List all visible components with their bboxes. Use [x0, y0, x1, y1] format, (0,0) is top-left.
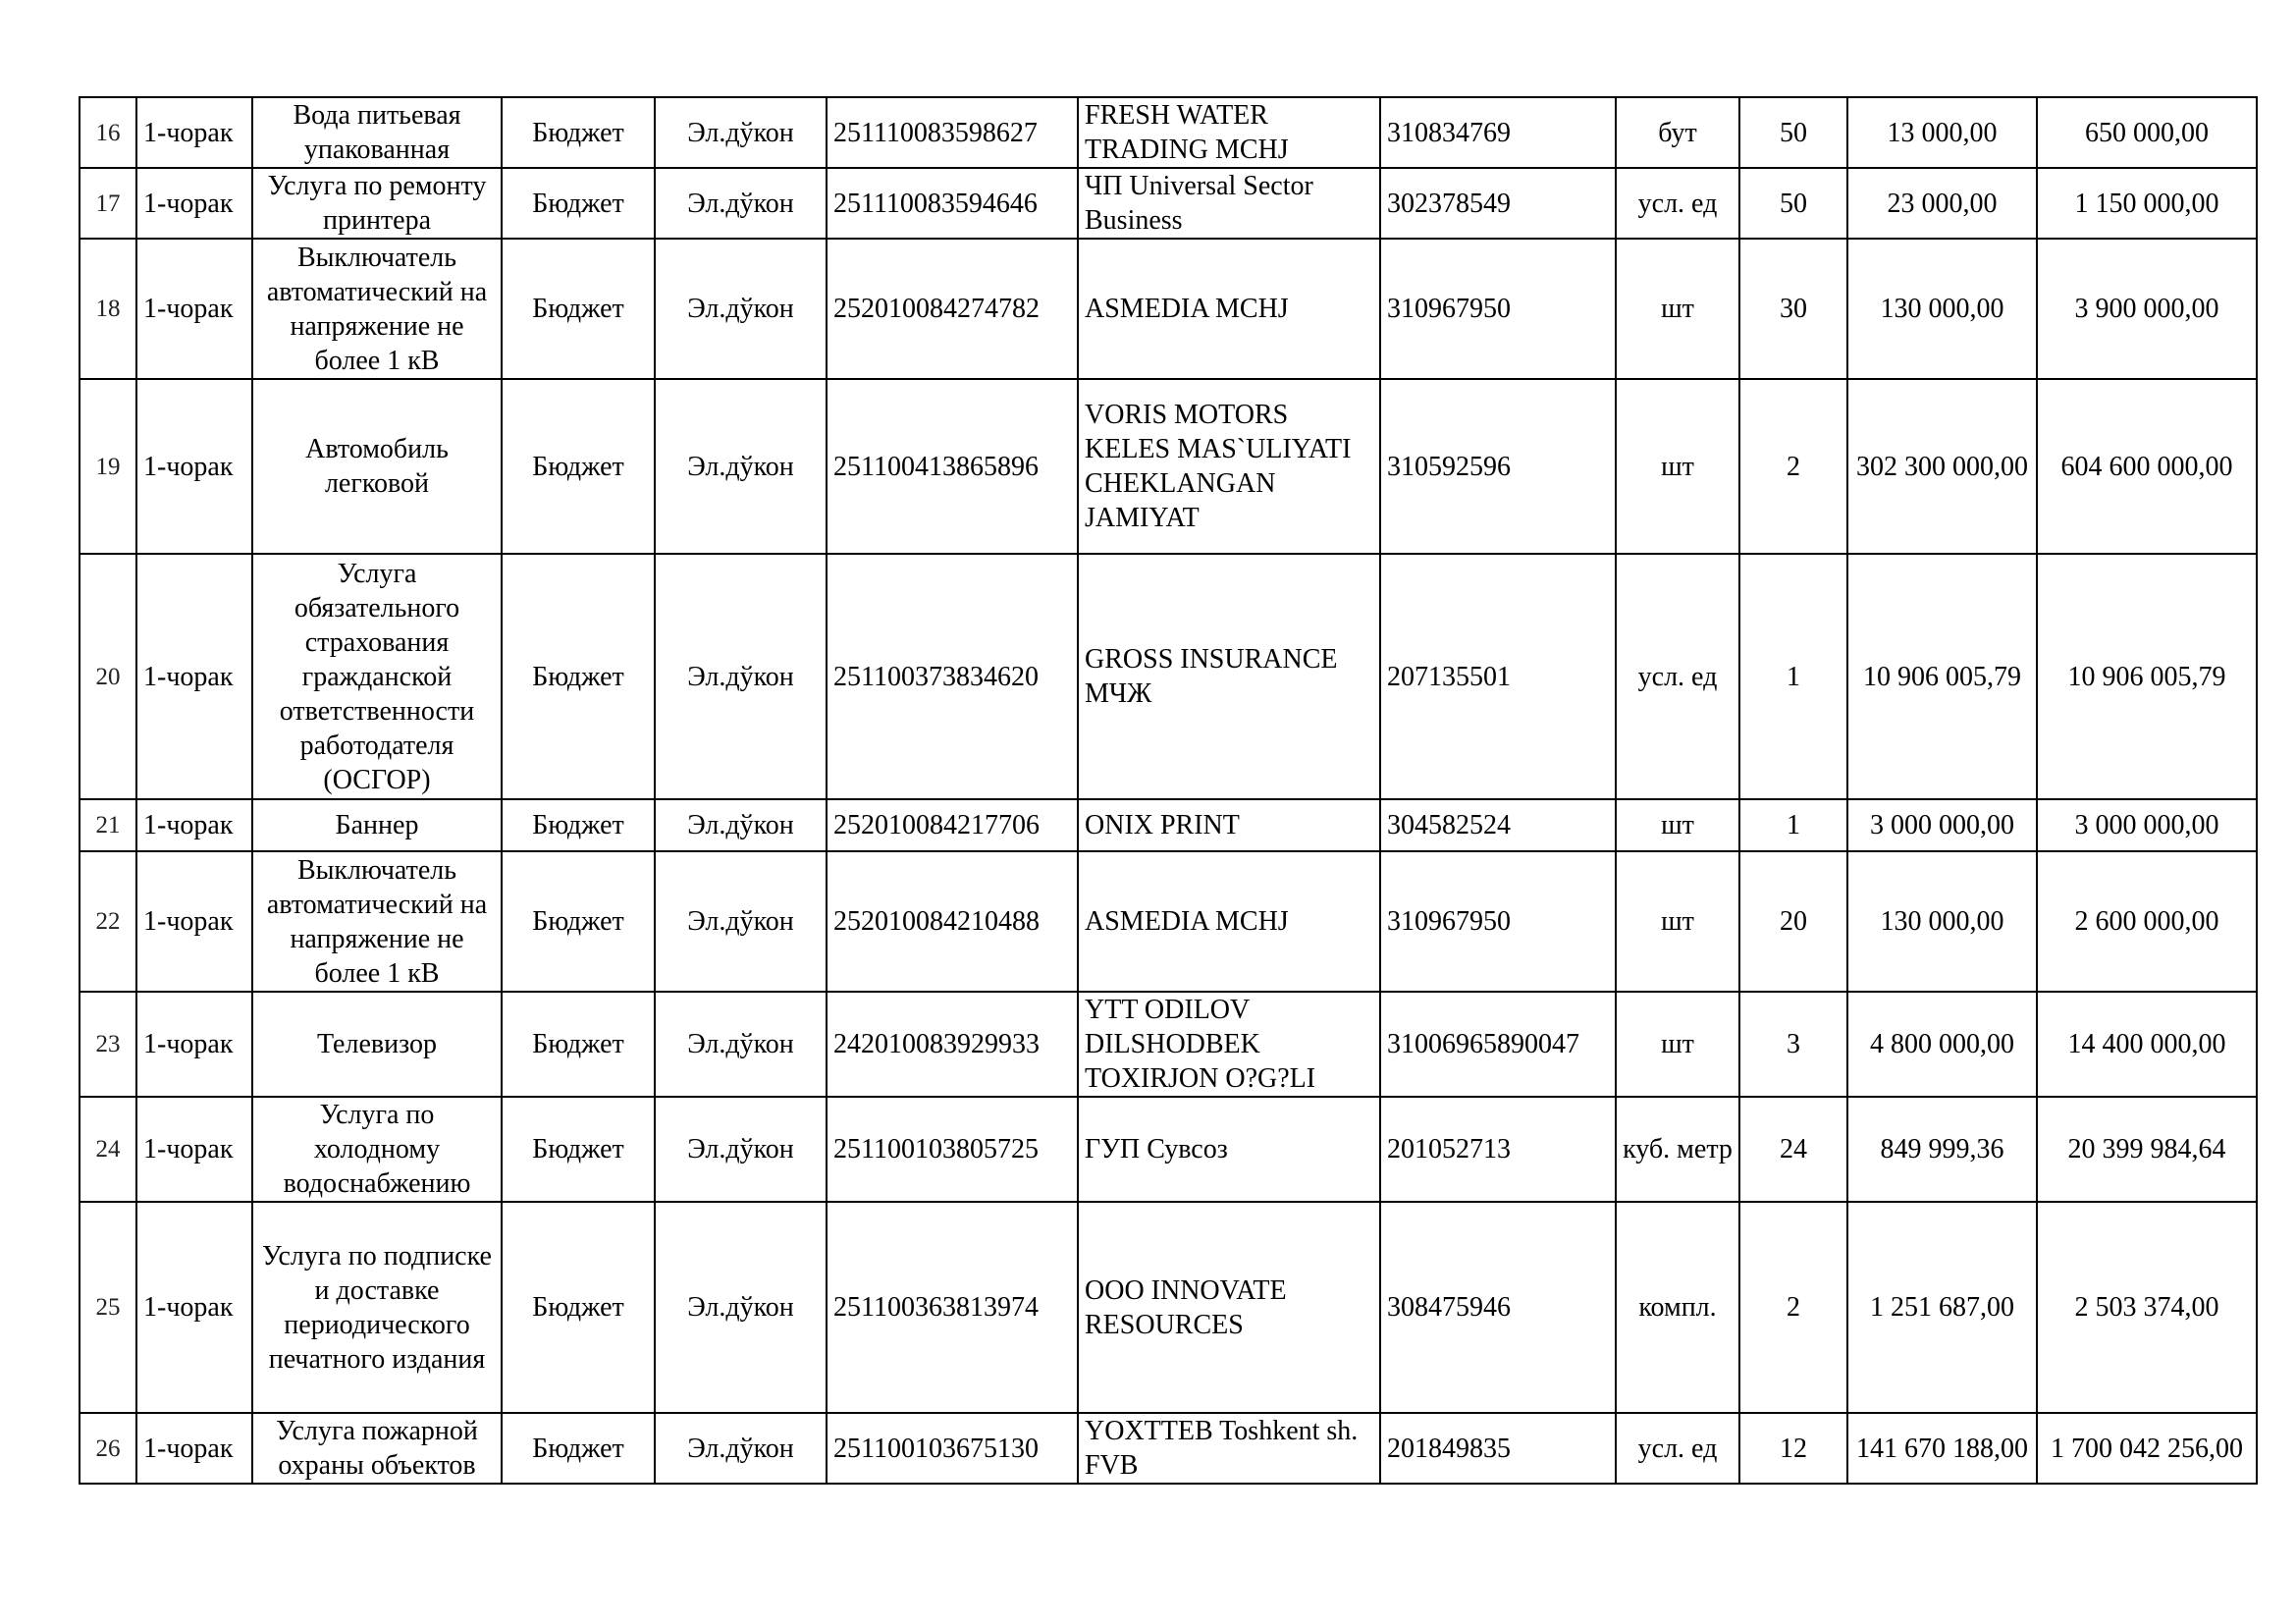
unit-price-cell: 130 000,00 — [1847, 851, 2037, 992]
table-row — [80, 992, 2257, 1097]
unit-price-cell: 1 251 687,00 — [1847, 1202, 2037, 1413]
contract-number-cell: 251100413865896 — [827, 379, 1078, 554]
supplier-cell: ЧП Universal Sector Business — [1078, 168, 1380, 239]
funding-source-cell: Бюджет — [502, 1202, 655, 1413]
quantity-cell: 20 — [1739, 851, 1847, 992]
unit-cell: усл. ед — [1616, 554, 1739, 799]
supplier-cell: VORIS MOTORS KELES MAS`ULIYATI CHEKLANGAN JAMIYAT — [1078, 379, 1380, 554]
quarter-cell: 1-чорак — [136, 992, 252, 1097]
procurement-method-cell: Эл.дўкон — [655, 1097, 827, 1202]
supplier-inn-cell: 302378549 — [1380, 168, 1616, 239]
funding-source-cell: Бюджет — [502, 379, 655, 554]
unit-price-cell: 302 300 000,00 — [1847, 379, 2037, 554]
contract-number-cell: 251110083594646 — [827, 168, 1078, 239]
supplier-cell: GROSS INSURANCE МЧЖ — [1078, 554, 1380, 799]
total-amount-cell: 3 000 000,00 — [2037, 799, 2257, 851]
item-name-cell: Услуга обязательного страхования гражданской ответственности работодателя (ОСГОР) — [252, 554, 502, 799]
total-amount-cell: 10 906 005,79 — [2037, 554, 2257, 799]
row-number: 18 — [80, 239, 136, 379]
contract-number-cell: 252010084274782 — [827, 239, 1078, 379]
funding-source-cell: Бюджет — [502, 239, 655, 379]
table-body — [80, 97, 2257, 1484]
total-amount-cell: 1 700 042 256,00 — [2037, 1413, 2257, 1484]
row-number: 25 — [80, 1202, 136, 1413]
row-number: 22 — [80, 851, 136, 992]
contract-number-cell: 251100373834620 — [827, 554, 1078, 799]
item-name-cell: Выключатель автоматический на напряжение не более 1 кВ — [252, 851, 502, 992]
supplier-inn-cell: 304582524 — [1380, 799, 1616, 851]
quantity-cell: 50 — [1739, 168, 1847, 239]
item-name-cell: Телевизор — [252, 992, 502, 1097]
supplier-cell: ГУП Сувсоз — [1078, 1097, 1380, 1202]
supplier-inn-cell: 310592596 — [1380, 379, 1616, 554]
table-row — [80, 1202, 2257, 1413]
total-amount-cell: 1 150 000,00 — [2037, 168, 2257, 239]
supplier-cell: ONIX PRINT — [1078, 799, 1380, 851]
table-row — [80, 97, 2257, 168]
quantity-cell: 1 — [1739, 799, 1847, 851]
contract-number-cell: 251100363813974 — [827, 1202, 1078, 1413]
quantity-cell: 24 — [1739, 1097, 1847, 1202]
row-number: 23 — [80, 992, 136, 1097]
procurement-method-cell: Эл.дўкон — [655, 1413, 827, 1484]
funding-source-cell: Бюджет — [502, 554, 655, 799]
total-amount-cell: 3 900 000,00 — [2037, 239, 2257, 379]
row-number: 16 — [80, 97, 136, 168]
funding-source-cell: Бюджет — [502, 992, 655, 1097]
unit-cell: куб. метр — [1616, 1097, 1739, 1202]
quarter-cell: 1-чорак — [136, 1202, 252, 1413]
procurement-method-cell: Эл.дўкон — [655, 168, 827, 239]
unit-price-cell: 141 670 188,00 — [1847, 1413, 2037, 1484]
supplier-inn-cell: 207135501 — [1380, 554, 1616, 799]
funding-source-cell: Бюджет — [502, 799, 655, 851]
quantity-cell: 12 — [1739, 1413, 1847, 1484]
quantity-cell: 30 — [1739, 239, 1847, 379]
quantity-cell: 1 — [1739, 554, 1847, 799]
funding-source-cell: Бюджет — [502, 168, 655, 239]
quarter-cell: 1-чорак — [136, 239, 252, 379]
total-amount-cell: 2 600 000,00 — [2037, 851, 2257, 992]
item-name-cell: Вода питьевая упакованная — [252, 97, 502, 168]
unit-cell: шт — [1616, 992, 1739, 1097]
total-amount-cell: 2 503 374,00 — [2037, 1202, 2257, 1413]
funding-source-cell: Бюджет — [502, 851, 655, 992]
table-row — [80, 1413, 2257, 1484]
total-amount-cell: 14 400 000,00 — [2037, 992, 2257, 1097]
unit-price-cell: 10 906 005,79 — [1847, 554, 2037, 799]
procurement-method-cell: Эл.дўкон — [655, 799, 827, 851]
supplier-cell: OOO INNOVATE RESOURCES — [1078, 1202, 1380, 1413]
quarter-cell: 1-чорак — [136, 1413, 252, 1484]
quarter-cell: 1-чорак — [136, 799, 252, 851]
item-name-cell: Автомобиль легковой — [252, 379, 502, 554]
row-number: 17 — [80, 168, 136, 239]
item-name-cell: Услуга по холодному водоснабжению — [252, 1097, 502, 1202]
row-number: 20 — [80, 554, 136, 799]
row-number: 24 — [80, 1097, 136, 1202]
quarter-cell: 1-чорак — [136, 851, 252, 992]
procurement-table — [79, 96, 2258, 1485]
unit-cell: бут — [1616, 97, 1739, 168]
supplier-inn-cell: 310967950 — [1380, 851, 1616, 992]
procurement-method-cell: Эл.дўкон — [655, 992, 827, 1097]
total-amount-cell: 650 000,00 — [2037, 97, 2257, 168]
supplier-cell: YOXTTEB Toshkent sh. FVB — [1078, 1413, 1380, 1484]
procurement-method-cell: Эл.дўкон — [655, 379, 827, 554]
table-row — [80, 168, 2257, 239]
unit-price-cell: 23 000,00 — [1847, 168, 2037, 239]
quarter-cell: 1-чорак — [136, 97, 252, 168]
unit-cell: компл. — [1616, 1202, 1739, 1413]
contract-number-cell: 242010083929933 — [827, 992, 1078, 1097]
contract-number-cell: 251100103805725 — [827, 1097, 1078, 1202]
quarter-cell: 1-чорак — [136, 1097, 252, 1202]
unit-cell: шт — [1616, 239, 1739, 379]
funding-source-cell: Бюджет — [502, 97, 655, 168]
unit-price-cell: 130 000,00 — [1847, 239, 2037, 379]
supplier-cell: ASMEDIA MCHJ — [1078, 851, 1380, 992]
table-row — [80, 379, 2257, 554]
quantity-cell: 50 — [1739, 97, 1847, 168]
unit-cell: усл. ед — [1616, 1413, 1739, 1484]
quarter-cell: 1-чорак — [136, 379, 252, 554]
quarter-cell: 1-чорак — [136, 554, 252, 799]
quarter-cell: 1-чорак — [136, 168, 252, 239]
supplier-inn-cell: 310967950 — [1380, 239, 1616, 379]
unit-price-cell: 13 000,00 — [1847, 97, 2037, 168]
item-name-cell: Услуга по подписке и доставке периодического печатного издания — [252, 1202, 502, 1413]
unit-cell: шт — [1616, 379, 1739, 554]
supplier-inn-cell: 201849835 — [1380, 1413, 1616, 1484]
row-number: 26 — [80, 1413, 136, 1484]
contract-number-cell: 252010084210488 — [827, 851, 1078, 992]
unit-cell: шт — [1616, 851, 1739, 992]
total-amount-cell: 20 399 984,64 — [2037, 1097, 2257, 1202]
funding-source-cell: Бюджет — [502, 1097, 655, 1202]
supplier-inn-cell: 308475946 — [1380, 1202, 1616, 1413]
procurement-method-cell: Эл.дўкон — [655, 97, 827, 168]
unit-price-cell: 4 800 000,00 — [1847, 992, 2037, 1097]
table-row — [80, 851, 2257, 992]
row-number: 19 — [80, 379, 136, 554]
supplier-cell: YTT ODILOV DILSHODBEK TOXIRJON O?G?LI — [1078, 992, 1380, 1097]
row-number: 21 — [80, 799, 136, 851]
contract-number-cell: 252010084217706 — [827, 799, 1078, 851]
supplier-cell: ASMEDIA MCHJ — [1078, 239, 1380, 379]
procurement-method-cell: Эл.дўкон — [655, 851, 827, 992]
procurement-method-cell: Эл.дўкон — [655, 1202, 827, 1413]
unit-cell: шт — [1616, 799, 1739, 851]
procurement-method-cell: Эл.дўкон — [655, 239, 827, 379]
total-amount-cell: 604 600 000,00 — [2037, 379, 2257, 554]
funding-source-cell: Бюджет — [502, 1413, 655, 1484]
table-row — [80, 239, 2257, 379]
unit-price-cell: 849 999,36 — [1847, 1097, 2037, 1202]
contract-number-cell: 251100103675130 — [827, 1413, 1078, 1484]
unit-cell: усл. ед — [1616, 168, 1739, 239]
contract-number-cell: 251110083598627 — [827, 97, 1078, 168]
item-name-cell: Выключатель автоматический на напряжение не более 1 кВ — [252, 239, 502, 379]
quantity-cell: 2 — [1739, 1202, 1847, 1413]
table-row — [80, 554, 2257, 799]
table-row — [80, 799, 2257, 851]
supplier-inn-cell: 310834769 — [1380, 97, 1616, 168]
procurement-method-cell: Эл.дўкон — [655, 554, 827, 799]
supplier-inn-cell: 201052713 — [1380, 1097, 1616, 1202]
unit-price-cell: 3 000 000,00 — [1847, 799, 2037, 851]
quantity-cell: 2 — [1739, 379, 1847, 554]
table-row — [80, 1097, 2257, 1202]
supplier-cell: FRESH WATER TRADING MCHJ — [1078, 97, 1380, 168]
item-name-cell: Баннер — [252, 799, 502, 851]
quantity-cell: 3 — [1739, 992, 1847, 1097]
supplier-inn-cell: 31006965890047 — [1380, 992, 1616, 1097]
item-name-cell: Услуга пожарной охраны объектов — [252, 1413, 502, 1484]
item-name-cell: Услуга по ремонту принтера — [252, 168, 502, 239]
